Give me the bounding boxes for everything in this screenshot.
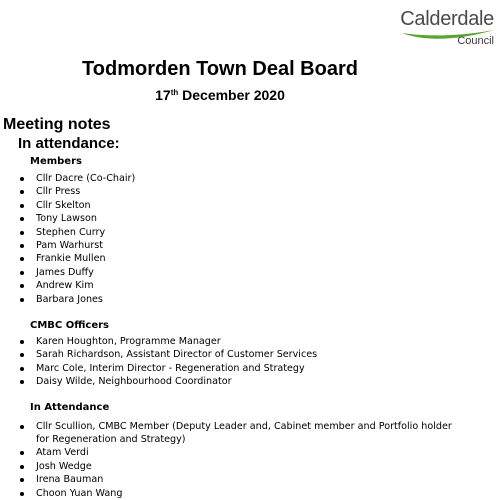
bullet-icon [20, 204, 24, 208]
bullet-icon [20, 217, 24, 221]
cmbc-officers-label: CMBC Officers [30, 320, 109, 331]
bullet-icon [20, 298, 24, 302]
in-attendance-heading: In attendance: [18, 135, 120, 152]
members-label: Members [30, 156, 82, 167]
bullet-icon [20, 177, 24, 181]
members-list [0, 172, 500, 306]
bullet-icon [20, 271, 24, 275]
bullet-icon [20, 257, 24, 261]
bullet-icon [20, 244, 24, 248]
list-item: Marc Cole, Interim Director - Regeneration and Strategy [0, 362, 500, 375]
list-item: Choon Yuan Wang [0, 487, 500, 500]
bullet-icon [20, 231, 24, 235]
meeting-date [0, 87, 440, 103]
list-item: Stephen Curry [0, 226, 500, 239]
bullet-icon [20, 451, 24, 455]
bullet-icon [20, 492, 24, 496]
list-item: Andrew Kim [0, 279, 500, 292]
bullet-icon [20, 353, 24, 357]
logo-name: Calderdale [400, 8, 494, 30]
list-item: Sarah Richardson, Assistant Director of Customer Services [0, 348, 500, 361]
date-day: 17 [155, 87, 171, 103]
document-title: Todmorden Town Deal Board [82, 58, 358, 80]
bullet-icon [20, 425, 24, 429]
list-item: Cllr Skelton [0, 199, 500, 212]
meeting-notes-heading: Meeting notes [3, 116, 111, 133]
list-item: Cllr Scullion, CMBC Member (Deputy Leader and, Cabinet member and Portfolio holder for Regeneration and Strategy) [0, 420, 500, 446]
bullet-icon [20, 465, 24, 469]
list-item: Atam Verdi [0, 446, 500, 459]
list-item: Cllr Dacre (Co-Chair) [0, 172, 500, 185]
bullet-icon [20, 367, 24, 371]
calderdale-council-logo [400, 6, 496, 48]
date-suffix: th [170, 88, 179, 97]
in-attendance-label: In Attendance [30, 402, 110, 413]
logo-sub: Council [457, 35, 494, 47]
list-item: Josh Wedge [0, 460, 500, 473]
bullet-icon [20, 380, 24, 384]
in-attendance-list [0, 420, 500, 500]
bullet-icon [20, 284, 24, 288]
bullet-icon [20, 340, 24, 344]
date-rest: December 2020 [178, 87, 285, 103]
list-item: Pam Warhurst [0, 239, 500, 252]
list-item: Barbara Jones [0, 293, 500, 306]
list-item: Karen Houghton, Programme Manager [0, 335, 500, 348]
list-item: James Duffy [0, 266, 500, 279]
bullet-icon [20, 478, 24, 482]
cmbc-officers-list [0, 335, 500, 389]
list-item: Daisy Wilde, Neighbourhood Coordinator [0, 375, 500, 388]
list-item: Frankie Mullen [0, 252, 500, 265]
list-item: Irena Bauman [0, 473, 500, 486]
bullet-icon [20, 190, 24, 194]
list-item: Tony Lawson [0, 212, 500, 225]
list-item: Cllr Press [0, 185, 500, 198]
